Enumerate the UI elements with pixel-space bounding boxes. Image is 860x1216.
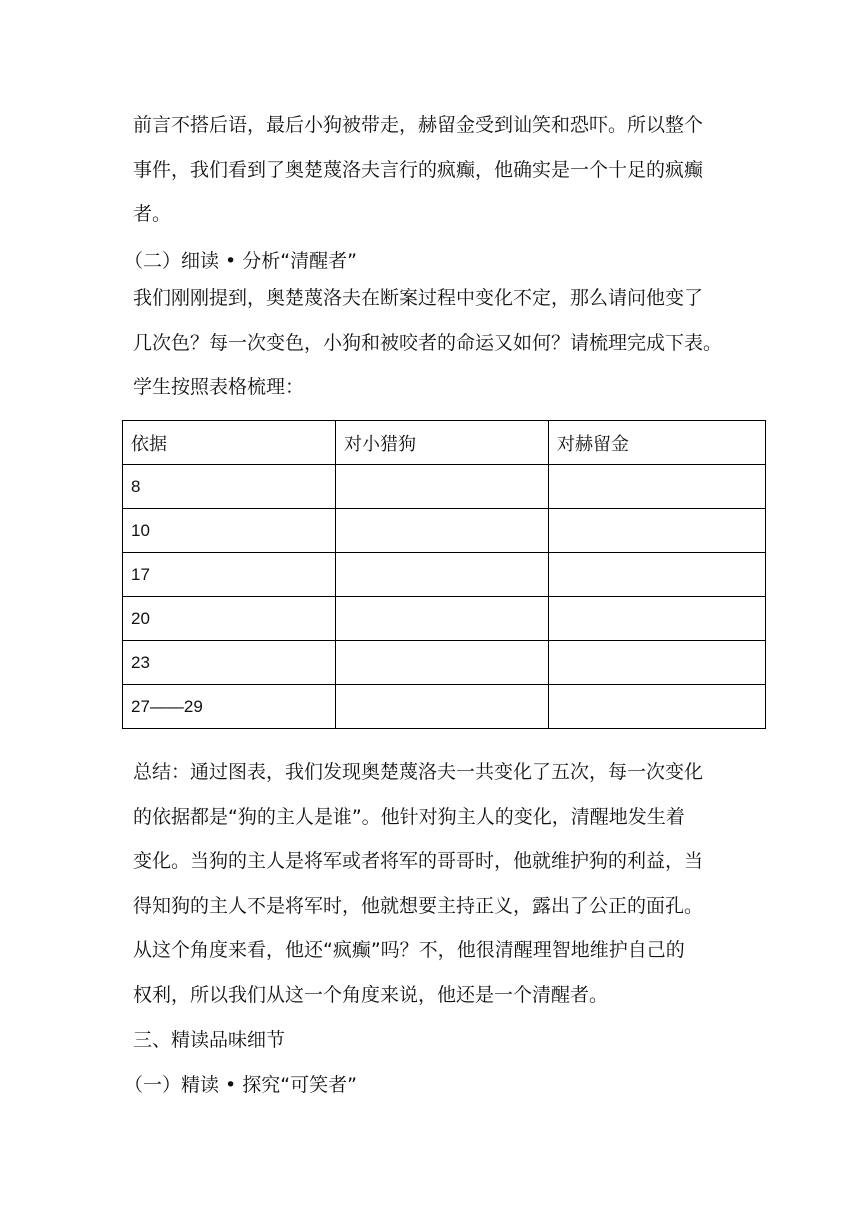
intro-paragraph bbox=[133, 103, 743, 237]
table-cell bbox=[549, 465, 766, 509]
question-paragraph bbox=[133, 276, 743, 410]
table-cell: 17 bbox=[123, 553, 336, 597]
table-cell bbox=[549, 509, 766, 553]
text-line: 变化。当狗的主人是将军或者将军的哥哥时，他就维护狗的利益，当 bbox=[133, 850, 704, 872]
text-line: 者。 bbox=[133, 203, 172, 225]
table-row bbox=[123, 597, 766, 641]
section-heading: 三、精读品味细节 bbox=[133, 1029, 286, 1051]
table-cell bbox=[549, 685, 766, 729]
text-line: 几次色？每一次变色，小狗和被咬者的命运又如何？请梳理完成下表。 bbox=[133, 331, 723, 354]
table-cell bbox=[336, 685, 549, 729]
text-line: 的依据都是“狗的主人是谁”。他针对狗主人的变化，清醒地发生着 bbox=[133, 805, 685, 828]
text-line: 前言不搭后语，最后小狗被带走，赫留金受到讪笑和恐吓。所以整个 bbox=[133, 114, 704, 136]
table-cell bbox=[336, 641, 549, 685]
table-row bbox=[123, 641, 766, 685]
text-line: 从这个角度来看，他还“疯癫”吗？不，他很清醒理智地维护自己的 bbox=[133, 939, 685, 961]
text-line: 我们刚刚提到，奥楚蔑洛夫在断案过程中变化不定，那么请问他变了 bbox=[133, 287, 704, 309]
table-cell bbox=[549, 641, 766, 685]
table-header-cell: 对赫留金 bbox=[549, 421, 766, 465]
table-cell bbox=[549, 597, 766, 641]
table-cell: 10 bbox=[123, 509, 336, 553]
analysis-table bbox=[122, 420, 766, 729]
section-heading: （二）细读 • 分析“清醒者” bbox=[124, 250, 357, 272]
table-cell: 23 bbox=[123, 641, 336, 685]
text-line: 事件，我们看到了奥楚蔑洛夫言行的疯癫，他确实是一个十足的疯癫 bbox=[133, 158, 704, 181]
table-header-cell: 对小猎狗 bbox=[336, 421, 549, 465]
table-cell bbox=[336, 509, 549, 553]
table-row bbox=[123, 685, 766, 729]
text-line: 权利，所以我们从这一个角度来说，他还是一个清醒者。 bbox=[133, 983, 609, 1006]
table-cell bbox=[336, 465, 549, 509]
table-cell: 27——29 bbox=[123, 685, 336, 729]
table-row bbox=[123, 553, 766, 597]
table-cell bbox=[549, 553, 766, 597]
table-cell: 8 bbox=[123, 465, 336, 509]
table-header-cell: 依据 bbox=[123, 421, 336, 465]
summary-paragraph bbox=[133, 750, 743, 1017]
table-cell bbox=[336, 597, 549, 641]
subsection-heading: （一）精读 • 探究“可笑者” bbox=[124, 1074, 357, 1096]
text-line: 学生按照表格梳理： bbox=[133, 376, 305, 398]
text-line: 得知狗的主人不是将军时，他就想要主持正义，露出了公正的面孔。 bbox=[133, 894, 704, 917]
table-row bbox=[123, 509, 766, 553]
table-header-row bbox=[123, 421, 766, 465]
table-cell bbox=[336, 553, 549, 597]
table-cell: 20 bbox=[123, 597, 336, 641]
table-row bbox=[123, 465, 766, 509]
text-line: 总结：通过图表，我们发现奥楚蔑洛夫一共变化了五次，每一次变化 bbox=[133, 761, 704, 783]
